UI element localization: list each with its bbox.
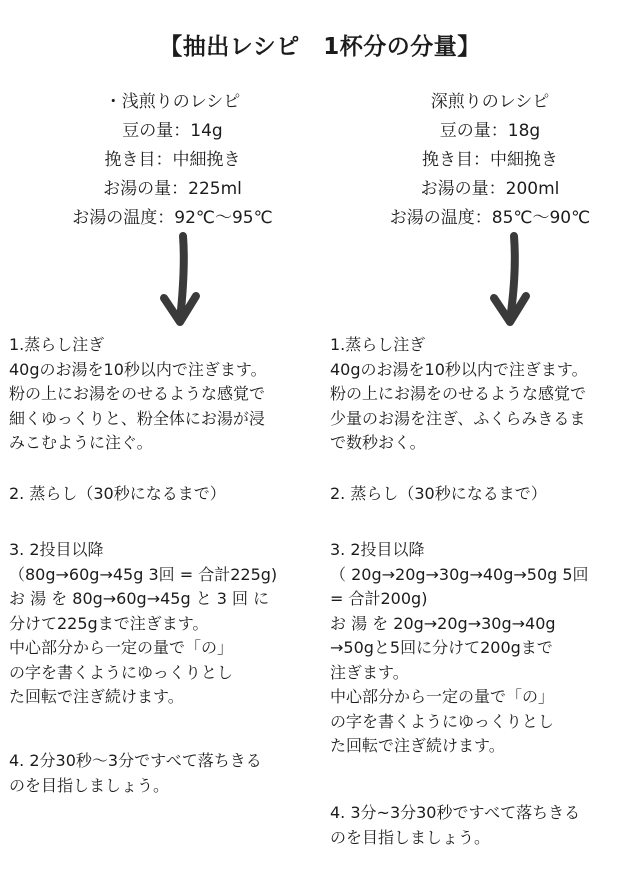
step-line: 中心部分から一定の量で「の」 xyxy=(330,687,555,706)
down-arrow-icon xyxy=(480,232,540,332)
step-line: 3. 2投目以降 xyxy=(330,540,425,559)
light-step-4 xyxy=(9,749,262,798)
step-line: みこむように注ぐ。 xyxy=(9,433,153,452)
step-line: 分けて225gまで注ぎます。 xyxy=(9,613,209,633)
step-line: 2. 蒸らし（30秒になるまで） xyxy=(330,484,547,503)
step-line: た回転で注ぎ続けます。 xyxy=(330,736,505,755)
step-line: のを目指しましょう。 xyxy=(9,775,170,795)
light-roast-water-temp: お湯の温度：92℃〜95℃ xyxy=(72,208,273,228)
step-line: で数秒おく。 xyxy=(330,433,426,452)
dark-roast-bean-amount: 豆の量：18g xyxy=(439,121,541,141)
step-line: 1.蒸らし注ぎ xyxy=(9,335,105,354)
step-line: 細くゆっくりと、粉全体にお湯が浸 xyxy=(9,408,265,428)
light-roast-heading: ・浅煎りのレシピ xyxy=(104,92,241,112)
step-line: 40gのお湯を10秒以内で注ぎます。 xyxy=(9,359,267,379)
step-line: 2. 蒸らし（30秒になるまで） xyxy=(9,484,226,503)
step-line: 1.蒸らし注ぎ xyxy=(330,335,426,354)
light-roast-spec xyxy=(30,88,315,233)
step-line: （80g→60g→45g 3回 = 合計225g) xyxy=(9,564,278,584)
dark-step-1 xyxy=(330,333,588,456)
step-line: 40gのお湯を10秒以内で注ぎます。 xyxy=(330,359,588,379)
step-line: 注ぎます。 xyxy=(330,662,409,682)
step-line: （ 20g→20g→30g→40g→50g 5回 xyxy=(330,564,589,584)
step-line: の字を書くようにゆっくりとし xyxy=(9,662,233,682)
dark-roast-spec xyxy=(345,88,635,233)
step-line: 粉の上にお湯をのせるような感覚で xyxy=(9,384,266,403)
step-line: 4. 2分30秒〜3分ですべて落ちきる xyxy=(9,751,262,770)
step-line: = 合計200g) xyxy=(330,589,428,608)
step-line: 4. 3分~3分30秒ですべて落ちきる xyxy=(330,803,581,822)
dark-roast-heading: 深煎りのレシピ xyxy=(430,92,550,112)
light-step-1 xyxy=(9,333,267,456)
step-line: た回転で注ぎ続けます。 xyxy=(9,687,184,706)
dark-step-2 xyxy=(330,482,547,507)
step-line: のを目指しましょう。 xyxy=(330,827,491,847)
dark-roast-grind: 挽き目：中細挽き xyxy=(422,150,558,170)
down-arrow-icon xyxy=(150,232,210,332)
dark-step-3 xyxy=(330,538,589,759)
step-line: 3. 2投目以降 xyxy=(9,540,104,559)
step-line: 少量のお湯を注ぎ、ふくらみきるま xyxy=(330,408,586,428)
dark-roast-water-temp: お湯の温度：85℃〜90℃ xyxy=(389,208,591,228)
step-line: お 湯 を 80g→60g→45g と 3 回 に xyxy=(9,589,270,608)
light-roast-grind: 挽き目：中細挽き xyxy=(104,150,241,170)
light-roast-water-amount: お湯の量：225ml xyxy=(103,179,242,199)
step-line: の字を書くようにゆっくりとし xyxy=(330,711,554,731)
step-line: 粉の上にお湯をのせるような感覚で xyxy=(330,384,587,403)
step-line: お 湯 を 20g→20g→30g→40g xyxy=(330,613,556,633)
dark-step-4 xyxy=(330,801,580,850)
page-title: 【抽出レシピ 1杯分の分量】 xyxy=(159,34,481,60)
light-roast-bean-amount: 豆の量：14g xyxy=(122,121,223,141)
dark-roast-water-amount: お湯の量：200ml xyxy=(420,179,560,199)
step-line: →50gと5回に分けて200gまで xyxy=(330,638,553,657)
light-step-2 xyxy=(9,482,226,507)
step-line: 中心部分から一定の量で「の」 xyxy=(9,638,234,657)
light-step-3 xyxy=(9,538,277,710)
